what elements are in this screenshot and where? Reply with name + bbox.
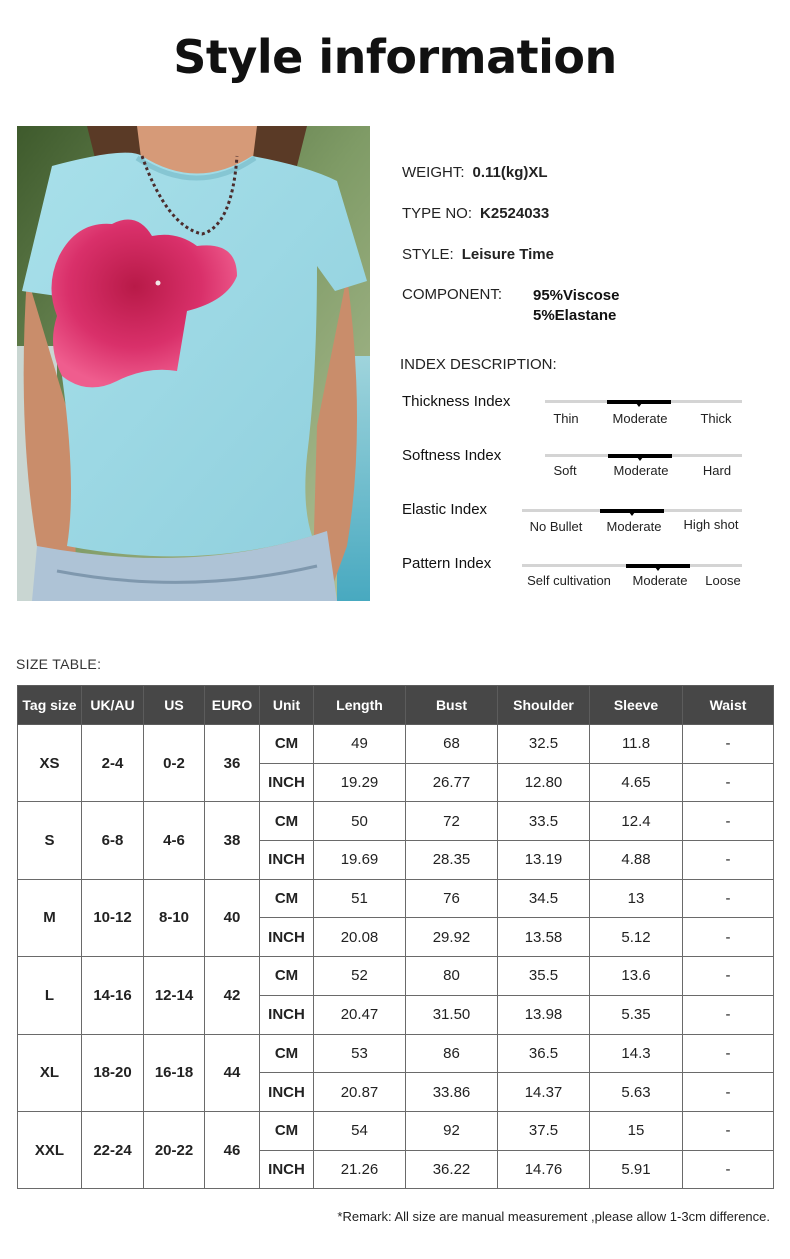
index-option: No Bullet [529,519,583,534]
waist-cell: - [683,763,774,802]
index-indicator [608,454,672,458]
column-header-euro: EURO [205,686,260,725]
bust-cell: 68 [406,725,498,764]
waist-cell: - [683,957,774,996]
shoulder-cell: 14.76 [498,1150,590,1189]
waist-cell: - [683,1150,774,1189]
sleeve-cell: 13 [590,879,683,918]
index-name: Softness Index [402,447,502,464]
style-value: Leisure Time [461,246,554,263]
waist-cell: - [683,879,774,918]
index-description-heading: INDEX DESCRIPTION: [400,356,557,373]
unit-cell: CM [260,725,314,764]
column-header-bust: Bust [406,686,498,725]
shoulder-cell: 12.80 [498,763,590,802]
bust-cell: 92 [406,1111,498,1150]
sleeve-cell: 5.63 [590,1073,683,1112]
shoulder-cell: 34.5 [498,879,590,918]
size-tag: L [18,957,82,1034]
size-tag: XS [18,725,82,802]
sleeve-cell: 13.6 [590,957,683,996]
column-header-tag-size: Tag size [18,686,82,725]
table-row-xl-cm [18,1034,774,1073]
component-value-1: 95%Viscose [533,287,620,304]
size-tag: S [18,802,82,879]
us-size: 12-14 [144,957,205,1034]
unit-cell: CM [260,1111,314,1150]
shoulder-cell: 13.58 [498,918,590,957]
table-row-l-cm [18,957,774,996]
length-cell: 51 [314,879,406,918]
column-header-unit: Unit [260,686,314,725]
sleeve-cell: 4.65 [590,763,683,802]
index-name: Elastic Index [402,501,488,518]
bust-cell: 86 [406,1034,498,1073]
waist-cell: - [683,802,774,841]
euro-size: 38 [205,802,260,879]
uk-au-size: 6-8 [82,802,144,879]
column-header-uk-au: UK/AU [82,686,144,725]
waist-cell: - [683,918,774,957]
shoulder-cell: 13.98 [498,995,590,1034]
bust-cell: 36.22 [406,1150,498,1189]
index-option-selected: Moderate [606,519,662,534]
index-track [545,400,742,403]
shoulder-cell: 32.5 [498,725,590,764]
index-option: Soft [553,463,577,478]
euro-size: 46 [205,1111,260,1188]
unit-cell: INCH [260,1073,314,1112]
bust-cell: 80 [406,957,498,996]
us-size: 4-6 [144,802,205,879]
weight-label: WEIGHT: [402,164,465,181]
index-option: Loose [705,573,741,588]
unit-cell: CM [260,802,314,841]
size-tag: M [18,879,82,956]
page-title: Style information [173,30,617,84]
euro-size: 44 [205,1034,260,1111]
euro-size: 40 [205,879,260,956]
size-table-header [18,686,774,725]
weight-value: 0.11(kg)XL [472,164,548,181]
length-cell: 53 [314,1034,406,1073]
table-row-m-cm [18,879,774,918]
component-label: COMPONENT: [402,286,503,303]
waist-cell: - [683,725,774,764]
component-value-2: 5%Elastane [533,307,617,324]
index-track [522,509,742,512]
unit-cell: CM [260,957,314,996]
index-indicator [607,400,671,404]
uk-au-size: 2-4 [82,725,144,802]
length-cell: 21.26 [314,1150,406,1189]
column-header-waist: Waist [683,686,774,725]
softness-index [402,447,752,487]
shoulder-cell: 37.5 [498,1111,590,1150]
unit-cell: INCH [260,1150,314,1189]
length-cell: 50 [314,802,406,841]
sleeve-cell: 5.35 [590,995,683,1034]
shoulder-cell: 13.19 [498,841,590,880]
index-indicator [600,509,664,513]
waist-cell: - [683,995,774,1034]
unit-cell: INCH [260,841,314,880]
product-photo [17,126,370,601]
bust-cell: 29.92 [406,918,498,957]
shoulder-cell: 35.5 [498,957,590,996]
elastic-index [402,501,752,541]
sleeve-cell: 14.3 [590,1034,683,1073]
index-option: Thin [553,411,579,426]
column-header-us: US [144,686,205,725]
index-track [545,454,742,457]
unit-cell: INCH [260,918,314,957]
index-option-selected: Moderate [612,411,668,426]
sleeve-cell: 11.8 [590,725,683,764]
size-tag: XL [18,1034,82,1111]
euro-size: 42 [205,957,260,1034]
waist-cell: - [683,1073,774,1112]
size-table-label: SIZE TABLE: [16,656,102,672]
thickness-index [402,393,752,433]
index-name: Pattern Index [402,555,492,572]
style-row [402,246,554,263]
shoulder-cell: 14.37 [498,1073,590,1112]
index-track [522,564,742,567]
type-no-row [402,205,549,222]
shoulder-cell: 33.5 [498,802,590,841]
index-name: Thickness Index [402,393,511,410]
us-size: 20-22 [144,1111,205,1188]
index-option: Hard [702,463,732,478]
column-header-length: Length [314,686,406,725]
length-cell: 19.69 [314,841,406,880]
uk-au-size: 18-20 [82,1034,144,1111]
length-cell: 19.29 [314,763,406,802]
index-indicator [626,564,690,568]
length-cell: 49 [314,725,406,764]
component-row [402,286,502,303]
us-size: 8-10 [144,879,205,956]
type-no-value: K2524033 [480,205,550,222]
bust-cell: 26.77 [406,763,498,802]
bust-cell: 72 [406,802,498,841]
uk-au-size: 10-12 [82,879,144,956]
waist-cell: - [683,1111,774,1150]
size-table [17,685,774,1189]
style-label: STYLE: [402,246,454,263]
sleeve-cell: 5.91 [590,1150,683,1189]
length-cell: 20.47 [314,995,406,1034]
sleeve-cell: 4.88 [590,841,683,880]
index-option-selected: Moderate [613,463,669,478]
bust-cell: 76 [406,879,498,918]
table-row-xxl-cm [18,1111,774,1150]
remark-note: *Remark: All size are manual measurement ,please allow 1-3cm difference. [337,1209,770,1224]
euro-size: 36 [205,725,260,802]
bust-cell: 33.86 [406,1073,498,1112]
type-no-label: TYPE NO: [402,205,473,222]
us-size: 16-18 [144,1034,205,1111]
sleeve-cell: 12.4 [590,802,683,841]
index-option-selected: Moderate [632,573,688,588]
column-header-shoulder: Shoulder [498,686,590,725]
length-cell: 52 [314,957,406,996]
index-option: High shot [683,517,739,532]
size-tag: XXL [18,1111,82,1188]
uk-au-size: 22-24 [82,1111,144,1188]
index-option: Thick [700,411,732,426]
pattern-index [402,555,752,595]
uk-au-size: 14-16 [82,957,144,1034]
shoulder-cell: 36.5 [498,1034,590,1073]
waist-cell: - [683,1034,774,1073]
unit-cell: CM [260,879,314,918]
bust-cell: 28.35 [406,841,498,880]
length-cell: 20.87 [314,1073,406,1112]
length-cell: 20.08 [314,918,406,957]
product-photo-illustration [17,126,370,601]
table-row-xs-cm [18,725,774,764]
column-header-sleeve: Sleeve [590,686,683,725]
index-option: Self cultivation [527,573,611,588]
unit-cell: INCH [260,995,314,1034]
waist-cell: - [683,841,774,880]
table-row-s-cm [18,802,774,841]
unit-cell: INCH [260,763,314,802]
us-size: 0-2 [144,725,205,802]
bust-cell: 31.50 [406,995,498,1034]
sleeve-cell: 5.12 [590,918,683,957]
length-cell: 54 [314,1111,406,1150]
unit-cell: CM [260,1034,314,1073]
sleeve-cell: 15 [590,1111,683,1150]
weight-row [402,164,548,181]
